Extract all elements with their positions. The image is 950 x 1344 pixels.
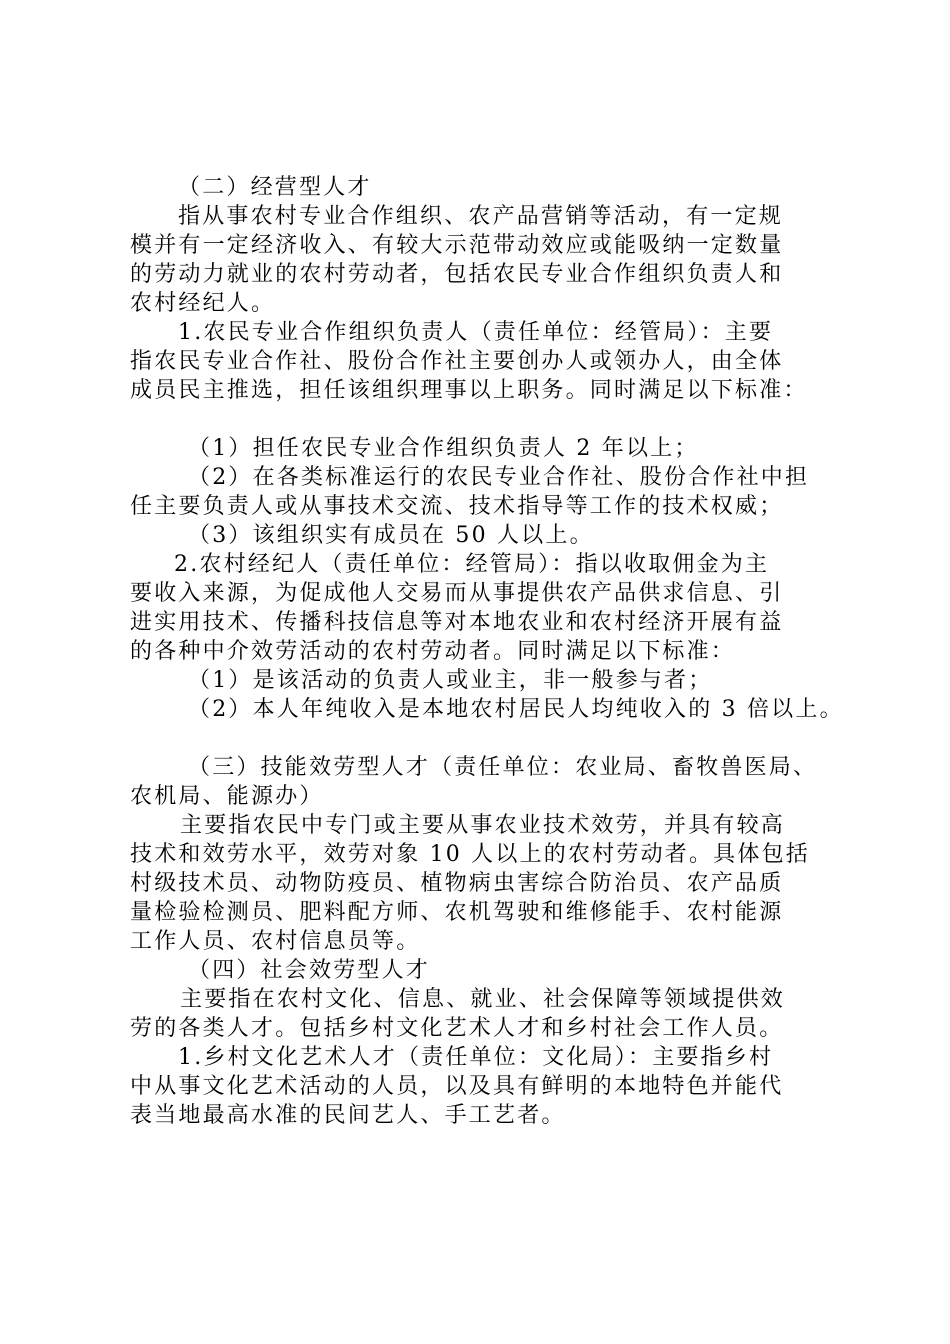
paragraph-line: 的劳动力就业的农村劳动者，包括农民专业合作组织负责人和	[130, 262, 784, 287]
document-body	[130, 173, 844, 1130]
paragraph-line: 的各种中介效劳活动的农村劳动者。同时满足以下标准：	[130, 639, 736, 664]
paragraph-line: 主要指农民中专门或主要从事农业技术效劳，并具有较高	[180, 813, 786, 838]
section-heading-business-talent: （二）经营型人才	[178, 175, 372, 200]
criteria-item: （2）本人年纯收入是本地农村居民人均纯收入的 3 倍以上。	[188, 697, 844, 722]
criteria-item: （1）担任农民专业合作组织负责人 2 年以上；	[188, 436, 699, 461]
paragraph-line: 指从事农村专业合作组织、农产品营销等活动，有一定规	[178, 204, 784, 229]
paragraph-line: 进实用技术、传播科技信息等对本地农业和农村经济开展有益	[130, 610, 784, 635]
criteria-item: （2）在各类标准运行的农民专业合作社、股份合作社中担	[188, 465, 810, 490]
paragraph-line: 农村经纪人。	[130, 291, 276, 316]
item-heading-coop-leader: 1.农民专业合作组织负责人（责任单位：经管局）：主要	[178, 320, 774, 345]
section-heading-social-talent: （四）社会效劳型人才	[188, 958, 431, 983]
section-heading-skill-talent: （三）技能效劳型人才（责任单位：农业局、畜牧兽医局、	[188, 755, 818, 780]
criteria-item: （3）该组织实有成员在 50 人以上。	[188, 523, 594, 548]
paragraph-line: 技术和效劳水平，效劳对象 10 人以上的农村劳动者。具体包括	[130, 842, 810, 867]
paragraph-line: 村级技术员、动物防疫员、植物病虫害综合防治员、农产品质	[130, 871, 784, 896]
paragraph-line: 指农民专业合作社、股份合作社主要创办人或领办人，由全体	[130, 349, 784, 374]
paragraph-line: 量检验检测员、肥料配方师、农机驾驶和维修能手、农村能源	[130, 900, 784, 925]
paragraph-line: 中从事文化艺术活动的人员，以及具有鲜明的本地特色并能代	[130, 1074, 784, 1099]
paragraph-line: 表当地最高水准的民间艺人、手工艺者。	[130, 1103, 566, 1128]
item-heading-rural-broker: 2.农村经纪人（责任单位：经管局）：指以收取佣金为主	[174, 552, 770, 577]
paragraph-line: 模并有一定经济收入、有较大示范带动效应或能吸纳一定数量	[130, 233, 784, 258]
paragraph-line: 农机局、能源办）	[130, 784, 324, 809]
criteria-item: （1）是该活动的负责人或业主，非一般参与者；	[188, 668, 713, 693]
paragraph-line: 劳的各类人才。包括乡村文化艺术人才和乡村社会工作人员。	[130, 1016, 784, 1041]
paragraph-line: 主要指在农村文化、信息、就业、社会保障等领域提供效	[180, 987, 786, 1012]
paragraph-line: 工作人员、农村信息员等。	[130, 929, 421, 954]
paragraph-line: 要收入来源，为促成他人交易而从事提供农产品供求信息、引	[130, 581, 784, 606]
item-heading-culture-art-talent: 1.乡村文化艺术人才（责任单位：文化局）：主要指乡村	[178, 1045, 774, 1070]
blank-line	[130, 724, 830, 753]
paragraph-line: 成员民主推选，担任该组织理事以上职务。同时满足以下标准：	[130, 378, 808, 403]
blank-line	[130, 405, 830, 434]
paragraph-line: 任主要负责人或从事技术交流、技术指导等工作的技术权威；	[130, 494, 784, 519]
